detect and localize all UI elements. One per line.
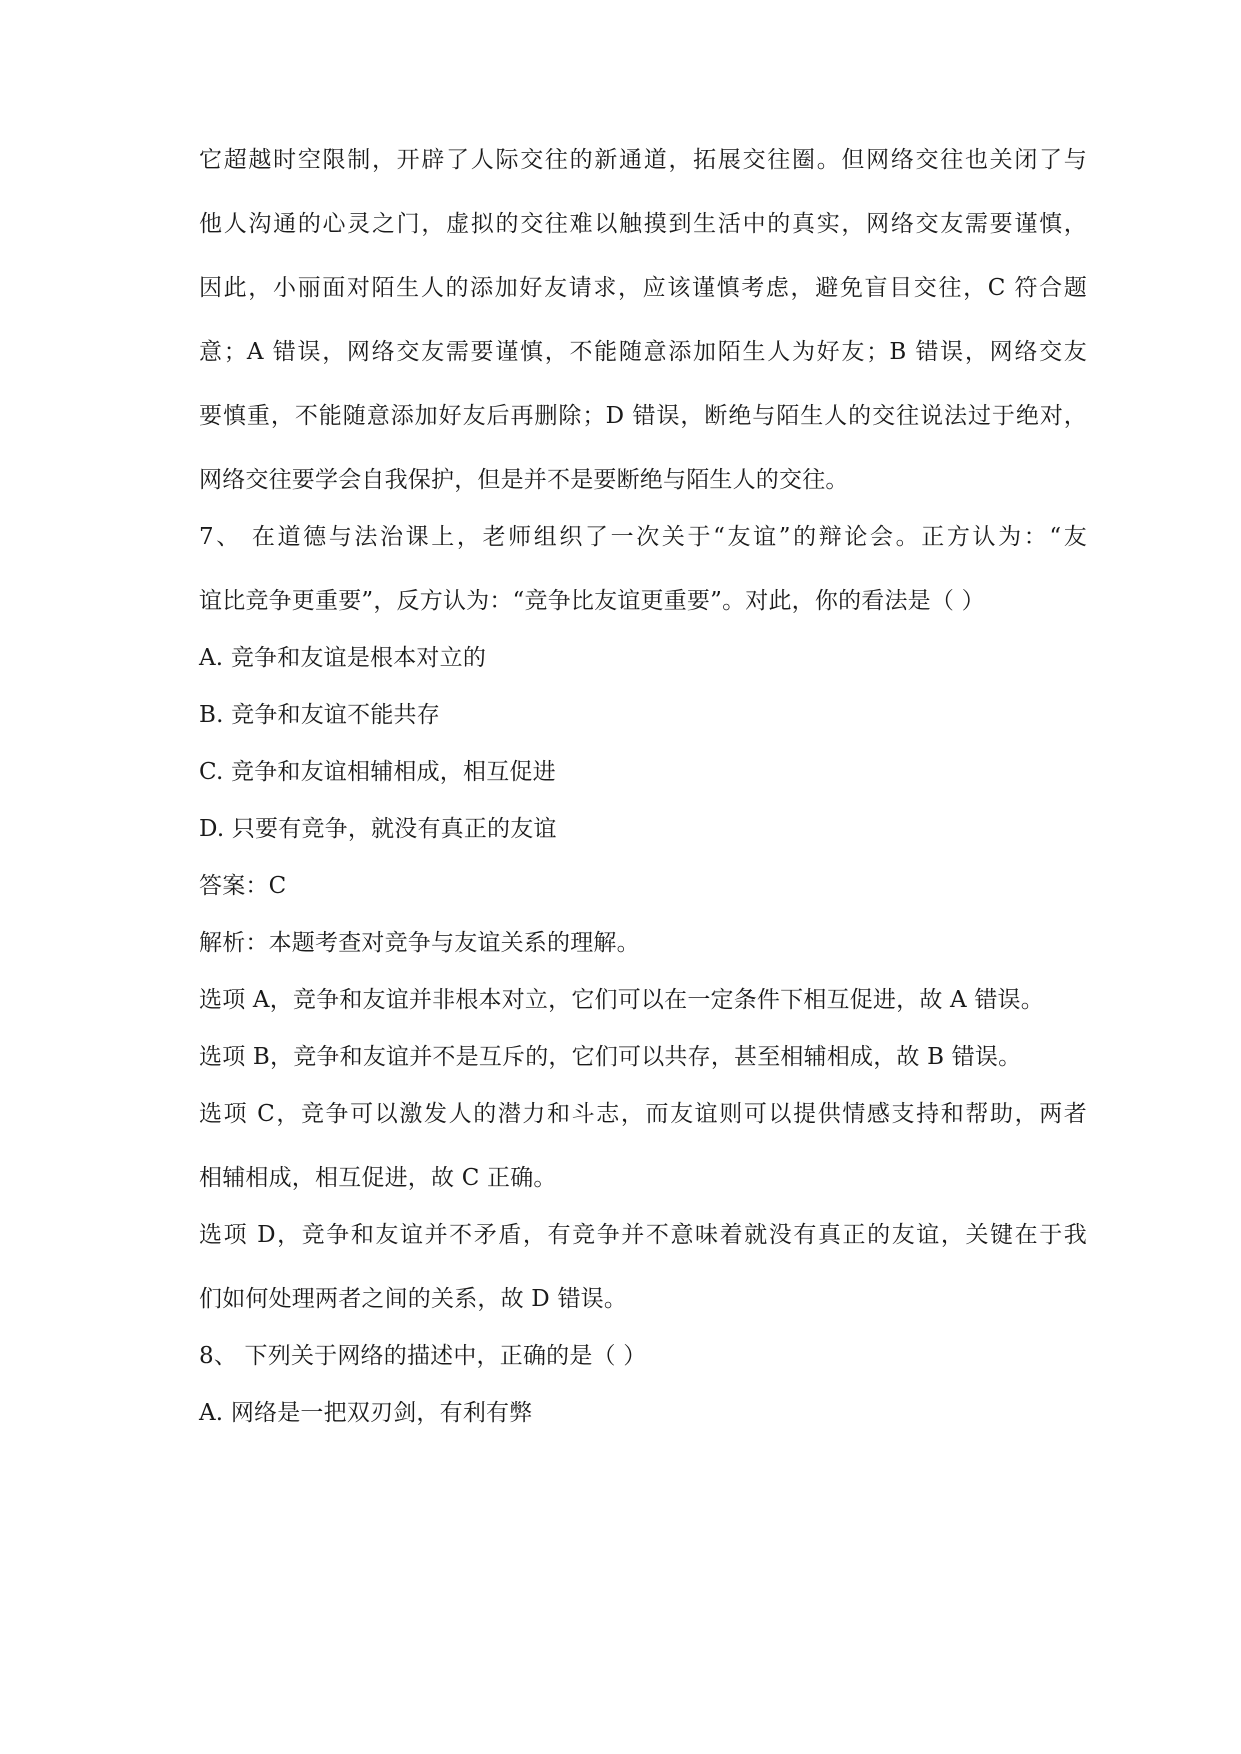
question-7-analysis-line: 选项 B，竞争和友谊并不是互斥的，它们可以共存，甚至相辅相成，故 B 错误。	[199, 1044, 1022, 1070]
paragraph-line: 他人沟通的心灵之门，虚拟的交往难以触摸到生活中的真实，网络交友需要谨慎，	[199, 211, 1087, 237]
paragraph-line: 网络交往要学会自我保护，但是并不是要断绝与陌生人的交往。	[199, 467, 849, 493]
question-7-stem: 7、 在道德与法治课上，老师组织了一次关于“友谊”的辩论会。正方认为：“友	[199, 524, 1087, 550]
question-7-analysis-line: 们如何处理两者之间的关系，故 D 错误。	[199, 1286, 628, 1312]
question-7-analysis-intro: 解析：本题考查对竞争与友谊关系的理解。	[199, 930, 640, 956]
question-7-option-b: B. 竞争和友谊不能共存	[199, 702, 440, 728]
question-7-option-d: D. 只要有竞争，就没有真正的友谊	[199, 816, 557, 842]
question-7-analysis-line: 相辅相成，相互促进，故 C 正确。	[199, 1165, 557, 1191]
question-7-analysis-line: 选项 D，竞争和友谊并不矛盾，有竞争并不意味着就没有真正的友谊，关键在于我	[199, 1222, 1087, 1248]
question-8-stem: 8、 下列关于网络的描述中，正确的是（ ）	[199, 1343, 647, 1369]
question-7-analysis-line: 选项 A，竞争和友谊并非根本对立，它们可以在一定条件下相互促进，故 A 错误。	[199, 987, 1044, 1013]
question-8-option-a: A. 网络是一把双刃剑，有利有弊	[199, 1400, 533, 1426]
paragraph-line: 它超越时空限制，开辟了人际交往的新通道，拓展交往圈。但网络交往也关闭了与	[199, 147, 1087, 173]
paragraph-line: 要慎重，不能随意添加好友后再删除；D 错误，断绝与陌生人的交往说法过于绝对，	[199, 403, 1087, 429]
question-7-analysis-line: 选项 C，竞争可以激发人的潜力和斗志，而友谊则可以提供情感支持和帮助，两者	[199, 1101, 1087, 1127]
paragraph-line: 意；A 错误，网络交友需要谨慎，不能随意添加陌生人为好友；B 错误，网络交友	[199, 339, 1087, 365]
question-7-option-c: C. 竞争和友谊相辅相成，相互促进	[199, 759, 556, 785]
paragraph-line: 因此，小丽面对陌生人的添加好友请求，应该谨慎考虑，避免盲目交往，C 符合题	[199, 275, 1087, 301]
question-7-answer: 答案：C	[199, 873, 287, 899]
document-body	[199, 145, 1099, 1455]
question-7-option-a: A. 竞争和友谊是根本对立的	[199, 645, 487, 671]
question-7-stem: 谊比竞争更重要”，反方认为：“竞争比友谊更重要”。对此，你的看法是（ ）	[199, 588, 985, 614]
